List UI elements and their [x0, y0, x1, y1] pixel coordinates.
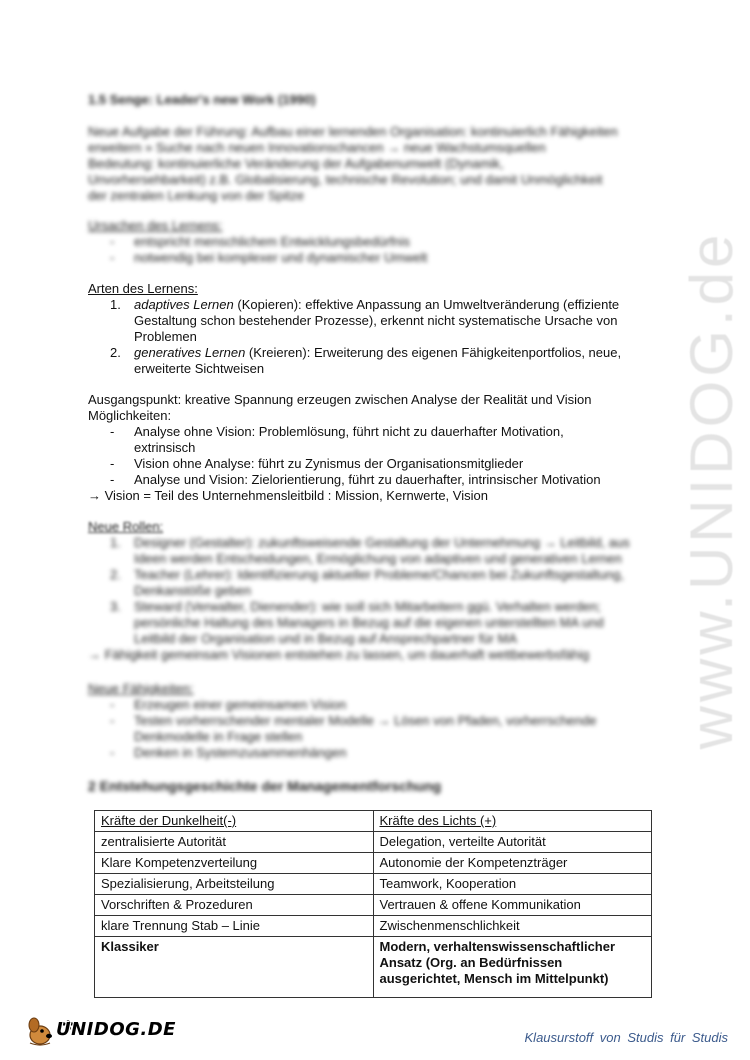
list-item: 2. generatives Lernen (Kreieren): Erweiterung des eigenen Fähigkeitenportfolios, neue, erweiterte Sichtweisen	[110, 345, 622, 376]
list-item: 1. Designer (Gestalter): zukunftsweisende Gestaltung der Unternehmung → Leitbild, aus Ideen werden Entscheidungen, Ermöglichung von adaptiven und generativen Lernen	[110, 535, 630, 566]
vision-conclusion: → Vision = Teil des Unternehmensleitbild : Mission, Kernwerte, Vision	[88, 488, 488, 503]
table-cell-modern: Modern, verhaltenswissenschaftlicher Ansatz (Org. an Bedürfnissen ausgerichtet, Mensch im Mittelpunkt)	[373, 937, 652, 998]
learning-types-section	[88, 281, 668, 377]
table-header-right: Kräfte des Lichts (+)	[373, 811, 652, 832]
list-item: - Erzeugen einer gemeinsamen Vision	[110, 697, 347, 712]
list-item: - Analyse und Vision: Zielorientierung, führt zu dauerhafter, intrinsischer Motivation	[110, 472, 601, 487]
list-item: - Denken in Systemzusammenhängen	[110, 745, 347, 760]
table-row-summary	[95, 937, 652, 998]
intro-line: Unvorhersehbarkeit) z.B. Globalisierung, technische Revolution; und damit Unmöglichkeit	[88, 172, 603, 187]
possibilities-list	[88, 424, 668, 488]
table-cell: Spezialisierung, Arbeitsteilung	[95, 874, 374, 895]
list-item: - notwendig bei komplexer und dynamischer Umwelt	[110, 250, 428, 265]
forces-table	[94, 810, 652, 998]
list-item: - Analyse ohne Vision: Problemlösung, führt nicht zu dauerhafter Motivation, extrinsisch	[110, 424, 564, 455]
intro-line: Bedeutung: kontinuierliche Veränderung der Aufgabenumwelt (Dynamik,	[88, 156, 504, 171]
causes-title: Ursachen des Lernens:	[88, 218, 223, 233]
roles-title: Neue Rollen:	[88, 519, 164, 534]
table-cell: Autonomie der Kompetenzträger	[373, 853, 652, 874]
list-item: - Testen vorherrschender mentaler Modelle → Lösen von Pfaden, vorherrschende Denkmodelle in Frage stellen	[110, 713, 597, 744]
table-cell: Zwischenmenschlichkeit	[373, 916, 652, 937]
table-row	[95, 916, 652, 937]
table-cell: zentralisierte Autorität	[95, 832, 374, 853]
intro-line: Neue Aufgabe der Führung: Aufbau einer lernenden Organisation: kontinuierlich Fähigkeiten	[88, 124, 618, 139]
skills-section	[88, 681, 668, 761]
section-heading-senge: 1.5 Senge: Leader's new Work (1990)	[88, 92, 316, 107]
footer-tagline: Klausurstoff von Studis für Studis	[524, 1030, 728, 1045]
possibilities-label: Möglichkeiten:	[88, 408, 172, 423]
intro-line: erweitern » Suche nach neuen Innovationschancen → neue Wachstumsquellen	[88, 140, 546, 155]
roles-list	[88, 535, 668, 647]
list-item: - Vision ohne Analyse: führt zu Zynismus der Organisationsmitglieder	[110, 456, 524, 471]
list-item: 1. adaptives Lernen (Kopieren): effektive Anpassung an Umweltveränderung (effiziente Gestaltung schon bestehender Prozesse), erkennt nicht systematische Ursache von Problemen	[110, 297, 620, 344]
table-row	[95, 832, 652, 853]
section-heading-2: 2 Entstehungsgeschichte der Managementforschung	[88, 778, 442, 794]
logo-text[interactable]: UNIDOG.DE	[56, 1019, 176, 1040]
learning-list	[88, 297, 668, 377]
starting-point-section	[88, 392, 668, 504]
starting-point-line: Ausgangspunkt: kreative Spannung erzeugen zwischen Analyse der Realität und Vision	[88, 392, 592, 407]
table-cell: Delegation, verteilte Autorität	[373, 832, 652, 853]
causes-list	[88, 234, 668, 266]
learning-title: Arten des Lernens:	[88, 281, 198, 296]
watermark: www.UNIDOG.de	[678, 230, 745, 750]
intro-line: der zentralen Lenkung von der Spitze	[88, 188, 305, 203]
table-row	[95, 853, 652, 874]
list-item: 2. Teacher (Lehrer): Identifizierung aktueller Probleme/Chancen bei Zukunftsgestaltung, Denkanstöße geben	[110, 567, 624, 598]
table-cell: Klare Kompetenzverteilung	[95, 853, 374, 874]
roles-conclusion: → Fähigkeit gemeinsam Visionen entstehen zu lassen, um dauerhaft wettbewerbsfähig	[88, 647, 590, 662]
table-row	[95, 874, 652, 895]
skills-list	[88, 697, 668, 761]
table-row	[95, 895, 652, 916]
intro-paragraph	[88, 124, 668, 204]
term-generative: generatives Lernen	[134, 345, 246, 360]
table-header-left: Kräfte der Dunkelheit(-)	[95, 811, 374, 832]
list-item: - entspricht menschlichem Entwicklungsbedürfnis	[110, 234, 411, 249]
causes-section	[88, 218, 668, 266]
table-header-row	[95, 811, 652, 832]
table-cell-classic: Klassiker	[95, 937, 374, 998]
dog-mascot-icon	[29, 1018, 52, 1045]
term-adaptive: adaptives Lernen	[134, 297, 234, 312]
list-item: 3. Steward (Verwalter, Dienender): wie soll sich Mitarbeitern ggü. Verhalten werden; persönliche Haltung des Managers in Bezug auf die eigenen unterstellten MA und Leitbild der Organisation und in Bezug auf Ansprechpartner für MA	[110, 599, 604, 646]
table-cell: Vorschriften & Prozeduren	[95, 895, 374, 916]
table-cell: klare Trennung Stab – Linie	[95, 916, 374, 937]
skills-title: Neue Fähigkeiten:	[88, 681, 194, 696]
table-cell: Teamwork, Kooperation	[373, 874, 652, 895]
table-cell: Vertrauen & offene Kommunikation	[373, 895, 652, 916]
roles-section	[88, 519, 668, 663]
